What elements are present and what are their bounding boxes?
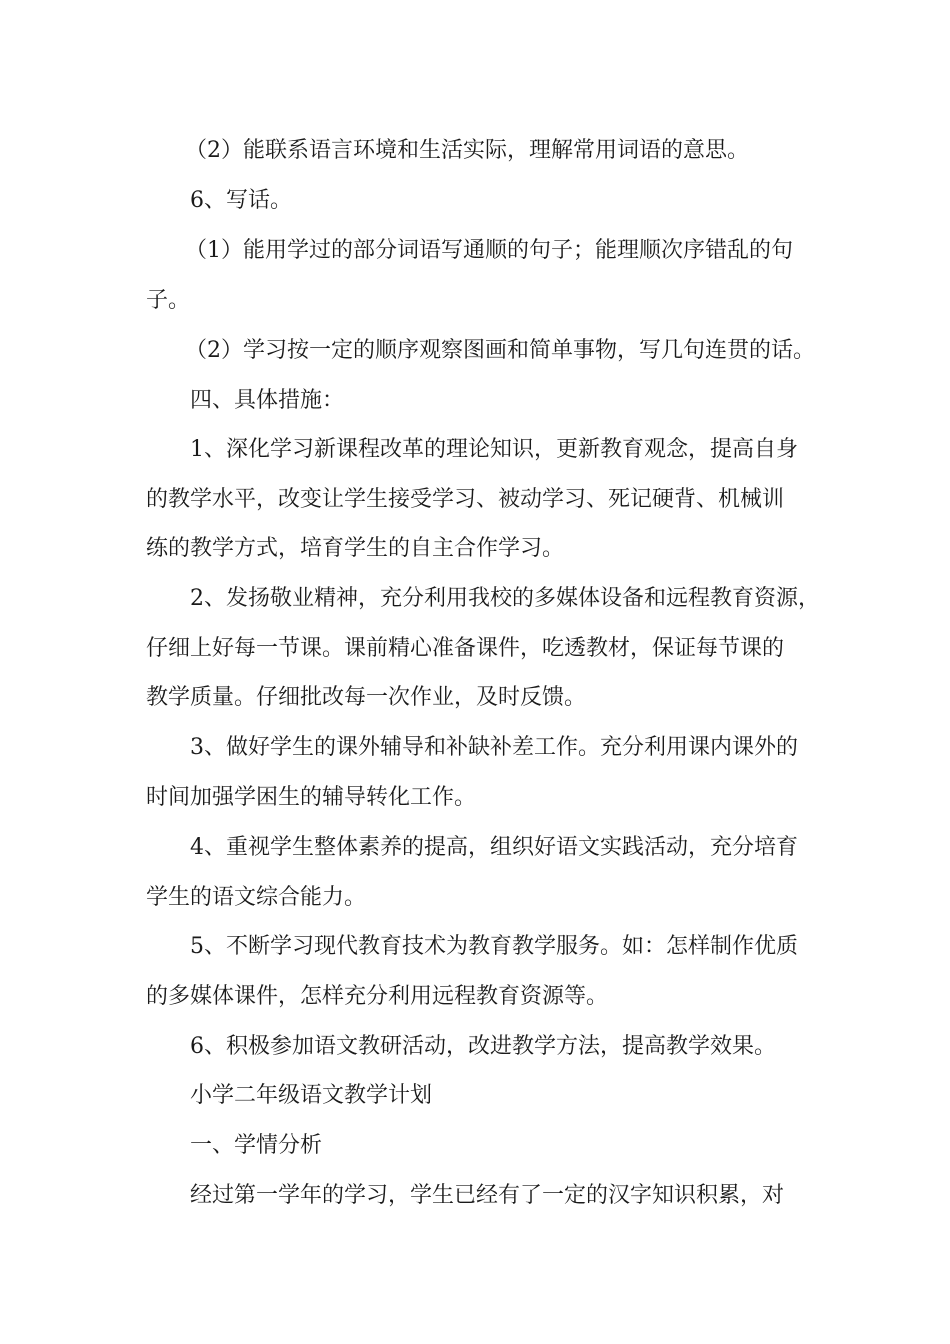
text-line: （2）能联系语言环境和生活实际，理解常用词语的意思。 xyxy=(185,138,749,163)
document-title: 小学二年级语文教学计划 xyxy=(190,1083,433,1108)
section-heading: 四、具体措施： xyxy=(190,388,345,413)
text-line: 3、做好学生的课外辅导和补缺补差工作。充分利用课内课外的 xyxy=(190,735,798,760)
text-line: 1、深化学习新课程改革的理论知识，更新教育观念，提高自身 xyxy=(190,437,798,462)
text-line: 4、重视学生整体素养的提高，组织好语文实践活动，充分培育 xyxy=(190,835,798,860)
text-line: 学生的语文综合能力。 xyxy=(146,885,367,910)
text-line: （2）学习按一定的顺序观察图画和简单事物，写几句连贯的话。 xyxy=(185,338,815,363)
text-line: 子。 xyxy=(146,288,191,313)
text-line: 经过第一学年的学习，学生已经有了一定的汉字知识积累，对 xyxy=(190,1183,785,1208)
text-line: 的多媒体课件，怎样充分利用远程教育资源等。 xyxy=(146,984,609,1009)
text-line: 6、积极参加语文教研活动，改进教学方法，提高教学效果。 xyxy=(190,1034,776,1059)
text-line: 教学质量。仔细批改每一次作业，及时反馈。 xyxy=(146,685,587,710)
text-line: （1）能用学过的部分词语写通顺的句子；能理顺次序错乱的句 xyxy=(185,238,793,263)
text-line: 的教学水平，改变让学生接受学习、被动学习、死记硬背、机械训 xyxy=(146,487,785,512)
text-line: 练的教学方式，培育学生的自主合作学习。 xyxy=(146,536,565,561)
text-line: 仔细上好每一节课。课前精心准备课件，吃透教材，保证每节课的 xyxy=(146,636,785,661)
text-line: 时间加强学困生的辅导转化工作。 xyxy=(146,785,477,810)
text-line: 5、不断学习现代教育技术为教育教学服务。如：怎样制作优质 xyxy=(190,934,798,959)
section-heading: 一、学情分析 xyxy=(190,1133,323,1158)
text-line: 2、发扬敬业精神，充分利用我校的多媒体设备和远程教育资源， xyxy=(190,586,820,611)
section-heading: 6、写话。 xyxy=(190,188,292,213)
